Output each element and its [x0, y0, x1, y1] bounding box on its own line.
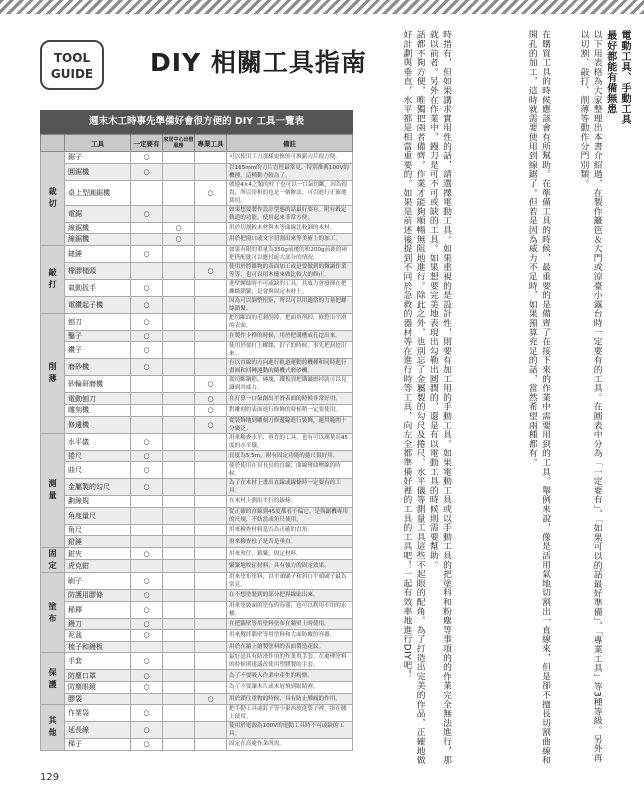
tool-name-cell: 圓鋸機 — [65, 163, 131, 180]
rent-mark-cell — [163, 536, 195, 548]
table-row — [41, 479, 353, 496]
rent-mark-cell: ○ — [163, 234, 195, 246]
must-mark-cell: ○ — [131, 681, 163, 693]
rent-mark-cell — [163, 279, 195, 296]
must-mark-cell — [131, 536, 163, 548]
table-row — [41, 296, 353, 313]
note-cell: 把切斷面的毛刺削掉，把面角削掉，修整出平滑的表面。 — [227, 313, 353, 330]
top-stripe-band — [0, 0, 644, 14]
tool-name-cell: 膠袋 — [65, 693, 131, 705]
rent-mark-cell — [163, 180, 195, 205]
rent-mark-cell — [163, 739, 195, 751]
table-row — [41, 245, 353, 262]
pro-mark-cell — [195, 601, 227, 618]
table-body — [41, 152, 353, 751]
must-mark-cell: ○ — [131, 450, 163, 462]
category-cell — [41, 547, 65, 572]
rent-mark-cell — [163, 670, 195, 682]
category-cell — [41, 313, 65, 433]
note-cell: 固定在高處作業所需。 — [227, 739, 353, 751]
tool-name-cell: 防塵口罩 — [65, 670, 131, 682]
note-cell: 以165mm的刀片直徑最常見。特別推薦100V的機種，這種動力較為了。 — [227, 163, 353, 180]
tool-name-cell: 橡膠槌頭 — [65, 262, 131, 279]
category-cell — [41, 653, 65, 705]
table-row — [41, 404, 353, 416]
table-row — [41, 653, 353, 670]
badge-line-2: GUIDE — [50, 67, 94, 81]
must-mark-cell: ○ — [131, 572, 163, 589]
tool-name-cell: 鎚錘 — [65, 245, 131, 262]
tool-name-cell: 刨刀 — [65, 313, 131, 330]
rent-mark-cell — [163, 296, 195, 313]
table-row — [41, 572, 353, 589]
tool-name-cell: 泥盆 — [65, 630, 131, 642]
table-row — [41, 433, 353, 450]
rent-mark-cell — [163, 152, 195, 164]
category-cell — [41, 572, 65, 652]
tool-name-cell: 捲尺 — [65, 450, 131, 462]
rent-mark-cell — [163, 572, 195, 589]
pro-mark-cell — [195, 433, 227, 450]
note-cell: 如果想要製作設計型態的話最好要有。附有穀定軌道的功能，使用起來非常方便。 — [227, 205, 353, 222]
pro-mark-cell: ○ — [195, 416, 227, 433]
must-mark-cell — [131, 222, 163, 234]
tool-name-cell: 鋸子 — [65, 152, 131, 164]
rent-mark-cell — [163, 330, 195, 342]
table-row — [41, 693, 353, 705]
tool-name-cell: 防塵眼鏡 — [65, 681, 131, 693]
tool-name-cell: 線鋸機 — [65, 222, 131, 234]
tool-name-cell: 電動刨刀 — [65, 393, 131, 405]
pro-mark-cell — [195, 234, 227, 246]
pro-mark-cell — [195, 479, 227, 496]
category-label: 固 定 — [48, 548, 57, 570]
table-caption: 週末木工時事先準備好會很方便的 DIY 工具一覽表 — [40, 110, 353, 134]
must-mark-cell: ○ — [131, 279, 163, 296]
must-mark-cell — [131, 641, 163, 653]
must-mark-cell: ○ — [131, 630, 163, 642]
note-cell: 為了不要讓木片或木屑飛到眼睛裡。 — [227, 681, 353, 693]
table-row — [41, 163, 353, 180]
table-row — [41, 560, 353, 573]
must-mark-cell — [131, 393, 163, 405]
pro-mark-cell: ○ — [195, 376, 227, 393]
article-heading-1: 電動工具、手動工具 — [619, 30, 630, 125]
table-row — [41, 524, 353, 536]
note-cell: 在木材上劃出平行的線條。 — [227, 496, 353, 508]
must-mark-cell: ○ — [131, 670, 163, 682]
article-paragraph-3: 時措有，但如果講求實用性的話，請選擇電動工具。如果重視的是設計性，則要有加工用的手動工具。如果電動工具或以手動工具的把塗料和粉塵等事項的的作業完全無法進行，那就以前者。另外在作業中，鏝刀是可不可或缺的工具。如果想要完美地表現出勾勒出圓潤的，還是有以電動工具的時候則需要幫助。 — [427, 30, 451, 765]
category-label: 保 護 — [48, 667, 57, 689]
tool-guide-badge — [40, 40, 104, 90]
must-mark-cell: ○ — [131, 330, 163, 342]
rent-mark-cell — [163, 560, 195, 573]
pro-mark-cell — [195, 722, 227, 739]
header-must: 一定要有 — [131, 135, 163, 152]
must-mark-cell — [131, 404, 163, 416]
rent-mark-cell — [163, 653, 195, 670]
note-cell: 緊緊地咬住材料，具有強力的固定效果。 — [227, 560, 353, 573]
pro-mark-cell — [195, 618, 227, 630]
pro-mark-cell — [195, 670, 227, 682]
note-cell: 最好是具有防滑作用的作業用手套。在處理塗料的時候則建議改使用塑膠製的手套。 — [227, 653, 353, 670]
note-cell: 把手動工具或釘子等小東西放進袋子裡，掛在腰上使用。 — [227, 705, 353, 722]
pro-mark-cell — [195, 705, 227, 722]
tool-name-cell: 桌上型圓鋸機 — [65, 180, 131, 205]
header-tool: 工具 — [65, 135, 131, 152]
tool-name-cell: 延長線 — [65, 722, 131, 739]
tool-table — [40, 110, 353, 751]
table-row — [41, 507, 353, 524]
note-cell: 從切斷鋼筋，磚塊，鐵板到把鐵鏽磨掉就可以見識到其威力。 — [227, 376, 353, 393]
table-row — [41, 330, 353, 342]
category-cell — [41, 152, 65, 246]
tool-name-cell: 梯子 — [65, 739, 131, 751]
tool-name-cell: 稀釋 — [65, 601, 131, 618]
tool-name-cell: 梳子和鏝板 — [65, 641, 131, 653]
pro-mark-cell — [195, 739, 227, 751]
pro-mark-cell — [195, 296, 227, 313]
must-mark-cell: ○ — [131, 547, 163, 560]
note-cell: 使用於將雜物的表面加工或是要做到的微調作業等等，也可以用木槌來做比較大的修正。 — [227, 262, 353, 279]
must-mark-cell — [131, 560, 163, 573]
must-mark-cell — [131, 496, 163, 508]
must-mark-cell: ○ — [131, 618, 163, 630]
note-cell: 用於在牆上繪製塗料的表面製造花紋。 — [227, 641, 353, 653]
note-cell: 長度為5.5m，附有固定功能的捲尺很好用。 — [227, 450, 353, 462]
note-cell: 在製作卡榫的時候，用於把溝槽或孔挖出來。 — [227, 330, 353, 342]
must-mark-cell: ○ — [131, 589, 163, 601]
table-row — [41, 359, 353, 376]
note-cell: 使用於電源為100V的電動工具時不可或缺的工具。 — [227, 722, 353, 739]
must-mark-cell: ○ — [131, 205, 163, 222]
table-row — [41, 313, 353, 330]
category-label: 裁 切 — [48, 187, 57, 209]
must-mark-cell — [131, 234, 163, 246]
article-col-2 — [455, 30, 551, 770]
table-row — [41, 705, 353, 722]
tool-name-cell: 線鋸機 — [65, 234, 131, 246]
pro-mark-cell: ○ — [195, 262, 227, 279]
category-label: 其 他 — [48, 716, 57, 738]
note-cell: 進壁螺絲時不可或缺的工具，其威力會發揮在把螺絲鎖緊，是會與固定木材上。 — [227, 279, 353, 296]
header-notes: 備註 — [227, 135, 353, 152]
rent-mark-cell — [163, 359, 195, 376]
note-cell: 有以直線的方向進行軌道運動的機種和同時進行畫圓和回轉運動的隨機式磨砂機。 — [227, 359, 353, 376]
must-mark-cell: ○ — [131, 653, 163, 670]
note-cell: 使於使用在具長長的直線，曲線彎曲壓線的時候。 — [227, 462, 353, 479]
table-row — [41, 180, 353, 205]
pro-mark-cell — [195, 547, 227, 560]
tool-name-cell: 手套 — [65, 653, 131, 670]
article-paragraph-1: 以下用表格為大家整理出本書介紹過，在製作籬笆＆大門或涼臺小露台時一定要有的工具。在圓表中分為「一定要有」、「如果可以的話最好準備」、「專業工具」等3種等級。另外再以切割、敲打、削薄等動作分門別類。 — [578, 30, 602, 763]
must-mark-cell: ○ — [131, 313, 163, 330]
pro-mark-cell — [195, 313, 227, 330]
note-cell: 從裝飾地到雕刻刀修邊線進行裝飾，運用範圍十分廣泛。 — [227, 416, 353, 433]
page-number: 129 — [40, 772, 60, 783]
pro-mark-cell — [195, 496, 227, 508]
table-row — [41, 262, 353, 279]
category-cell — [41, 433, 65, 547]
rent-mark-cell — [163, 507, 195, 524]
must-mark-cell: ○ — [131, 296, 163, 313]
note-cell: 用來攪拌牆壁等用塗料和大面防覆的容器。 — [227, 630, 353, 642]
rent-mark-cell — [163, 705, 195, 722]
pro-mark-cell — [195, 536, 227, 548]
tool-name-cell: 曲尺 — [65, 462, 131, 479]
note-cell: 用來檢查水平，垂直的工具。也有可以測量出45度的水平儀。 — [227, 433, 353, 450]
category-label: 測 量 — [48, 479, 57, 501]
rent-mark-cell — [163, 393, 195, 405]
pro-mark-cell — [195, 589, 227, 601]
tool-name-cell: 磨砂機 — [65, 359, 131, 376]
must-mark-cell: ○ — [131, 739, 163, 751]
table-row — [41, 670, 353, 682]
pro-mark-cell — [195, 462, 227, 479]
tool-name-cell: 鑽子 — [65, 342, 131, 359]
category-cell — [41, 705, 65, 751]
table-row — [41, 618, 353, 630]
pro-mark-cell — [195, 681, 227, 693]
must-mark-cell: ○ — [131, 359, 163, 376]
note-cell: 因為可以調整扭矩，所以可以用適當的力量把螺絲鎖緊。 — [227, 296, 353, 313]
must-mark-cell: ○ — [131, 462, 163, 479]
rent-mark-cell — [163, 601, 195, 618]
tool-name-cell: 電鋸 — [65, 205, 131, 222]
must-mark-cell: ○ — [131, 245, 163, 262]
table-row — [41, 681, 353, 693]
tool-name-cell: 鏝刀 — [65, 618, 131, 630]
rent-mark-cell — [163, 462, 195, 479]
rent-mark-cell — [163, 313, 195, 330]
note-cell: 為了在木材上畫出直線或線條時一定要有的工具。 — [227, 479, 353, 496]
note-cell: 用來檢查柱子是否是垂直。 — [227, 536, 353, 548]
pro-mark-cell — [195, 524, 227, 536]
rent-mark-cell — [163, 681, 195, 693]
pro-mark-cell — [195, 279, 227, 296]
note-cell: 就連4×4之類的柱子也可以一口氣切斷，因為很貴，所以用租的也是一個辦法，可以進行正確地裁切。 — [227, 180, 353, 205]
header-rent: 家居中心出借服務 — [163, 135, 195, 152]
rent-mark-cell — [163, 524, 195, 536]
tool-name-cell: 金屬製的勾尺 — [65, 479, 131, 496]
table-row — [41, 342, 353, 359]
table-row — [41, 279, 353, 296]
rent-mark-cell — [163, 693, 195, 705]
note-cell: 用於切割較木材與木等曲線比較細的木材。 — [227, 222, 353, 234]
tool-name-cell: 砂輪研磨機 — [65, 376, 131, 393]
note-cell: 在打算一口氣創出平滑表面的時候非常好用。 — [227, 393, 353, 405]
article-heading-2: 最好都能有備無患 — [604, 30, 616, 114]
pro-mark-cell — [195, 152, 227, 164]
note-cell: 從正確的直線到45度都看不偏它。是與鋸機專用的尺規，不妨當成角尺使用。 — [227, 507, 353, 524]
rent-mark-cell — [163, 630, 195, 642]
note-cell: 為了不要吸入作業中產生的粉塵。 — [227, 670, 353, 682]
article-paragraph-4: 話都不夠方便，唯獨把兩者備齊，作業才能夠順暢無阻地進行。除此之外，也別忘了金屬製的勾尺及捲尺、水平儀等測量工具這些不起眼的配角。為了打造出完美的作品，正確地做好計劃與垂直，水平都是相當重要的。如果是前述後提到不同於急救的器材等在進行時等工具，向左全都準備好裡的工具的工具吧！一起有效率地進行DIY吧！ — [401, 30, 425, 765]
category-cell — [41, 245, 65, 313]
table-row — [41, 462, 353, 479]
tool-name-cell: 作業袋 — [65, 705, 131, 722]
must-mark-cell: ○ — [131, 163, 163, 180]
pro-mark-cell — [195, 630, 227, 642]
table-row — [41, 722, 353, 739]
tool-name-cell: 劃線規 — [65, 496, 131, 508]
note-cell: 用來塗裝面的塗布的容器，也可以利用不用的水桶。 — [227, 601, 353, 618]
pro-mark-cell — [195, 653, 227, 670]
rent-mark-cell — [163, 376, 195, 393]
must-mark-cell: ○ — [131, 479, 163, 496]
must-mark-cell — [131, 524, 163, 536]
table-row — [41, 152, 353, 164]
must-mark-cell: ○ — [131, 152, 163, 164]
pro-mark-cell: ○ — [195, 693, 227, 705]
tool-name-cell: 防護用膠條 — [65, 589, 131, 601]
tool-name-cell: 氣動扳手 — [65, 279, 131, 296]
pro-mark-cell: ○ — [195, 404, 227, 416]
tool-name-cell: 電鑽起子機 — [65, 296, 131, 313]
rent-mark-cell — [163, 404, 195, 416]
rent-mark-cell — [163, 416, 195, 433]
article-col-1 — [555, 30, 631, 770]
pro-mark-cell — [195, 163, 227, 180]
rent-mark-cell — [163, 163, 195, 180]
page-title: DIY 相關工具指南 — [150, 48, 367, 77]
pro-mark-cell — [195, 572, 227, 589]
table-row — [41, 376, 353, 393]
must-mark-cell — [131, 507, 163, 524]
must-mark-cell — [131, 262, 163, 279]
rent-mark-cell — [163, 205, 195, 222]
note-cell: 使用於要打上螺絲，釘子的時候，事先把洞挖出來。 — [227, 342, 353, 359]
rent-mark-cell — [163, 722, 195, 739]
tool-name-cell: 鉗夾 — [65, 547, 131, 560]
table-row — [41, 589, 353, 601]
tool-name-cell: 角尺 — [65, 524, 131, 536]
table-row — [41, 205, 353, 222]
article-col-3 — [360, 30, 452, 770]
note-cell: 用來檢查材料是否為正確的直角。 — [227, 524, 353, 536]
must-mark-cell — [131, 693, 163, 705]
note-cell: 在把牆壁等用塗料塗布在牆壁上時使用。 — [227, 618, 353, 630]
rent-mark-cell — [163, 496, 195, 508]
pro-mark-cell — [195, 507, 227, 524]
note-cell: 在不想塗裝到的部分把界線貼出來。 — [227, 589, 353, 601]
rent-mark-cell — [163, 450, 195, 462]
note-cell: 用來夾住，鎖緊，固定材料。 — [227, 547, 353, 560]
table-row — [41, 234, 353, 246]
pro-mark-cell: ○ — [195, 180, 227, 205]
badge-line-1: TOOL — [53, 51, 91, 65]
note-cell: 用來塗布塗料，以平頭刷子和斜口平頭刷子最為常見。 — [227, 572, 353, 589]
must-mark-cell: ○ — [131, 705, 163, 722]
pro-mark-cell — [195, 205, 227, 222]
note-cell: 對雕刻的表面進行修飾的時候稍一定要使用。 — [227, 404, 353, 416]
rent-mark-cell — [163, 618, 195, 630]
pro-mark-cell — [195, 450, 227, 462]
table-row — [41, 450, 353, 462]
table-row — [41, 601, 353, 618]
must-mark-cell: ○ — [131, 342, 163, 359]
category-label: 塗 布 — [48, 601, 57, 623]
rent-mark-cell — [163, 245, 195, 262]
rent-mark-cell — [163, 547, 195, 560]
note-cell: 可以使用工刀那樣更換的可換鋸刃片很方便。 — [227, 152, 353, 164]
pro-mark-cell — [195, 560, 227, 573]
tool-name-cell: 鉛錘 — [65, 536, 131, 548]
table-row — [41, 630, 353, 642]
must-mark-cell: ○ — [131, 433, 163, 450]
must-mark-cell: ○ — [131, 722, 163, 739]
rent-mark-cell — [163, 342, 195, 359]
note-cell: 如果有限的重量為350g前後的和200g前後的兩把搭配就可以應付絕大部分的情況。 — [227, 245, 353, 262]
tool-name-cell: 鑿子 — [65, 330, 131, 342]
article-paragraph-2: 在購買工具的時候應該會有所幫助。在準備工具的時候，最重要的是備齊了在接下來的作業中需要用到的工具。舉例來說，像是活用氣地切割出一直線來，但是卻不擅長切割曲線和開孔的加工，這時就需要使用到線鋸了。但若是因為威力不足時，如果預算充足的話，當然希望兩種都有。 — [526, 30, 550, 765]
table-row — [41, 641, 353, 653]
header-category — [41, 135, 65, 152]
tool-name-cell: 雕刻機 — [65, 404, 131, 416]
rent-mark-cell — [163, 479, 195, 496]
must-mark-cell — [131, 180, 163, 205]
table-row — [41, 416, 353, 433]
pro-mark-cell — [195, 359, 227, 376]
table-row — [41, 496, 353, 508]
table-row — [41, 393, 353, 405]
rent-mark-cell — [163, 262, 195, 279]
pro-mark-cell: ○ — [195, 393, 227, 405]
must-mark-cell: ○ — [131, 601, 163, 618]
tool-name-cell: 刷子 — [65, 572, 131, 589]
table-header-row — [41, 135, 353, 152]
table-row — [41, 536, 353, 548]
note-cell: 用於把窗口或文字切割出來等美術上的加工。 — [227, 234, 353, 246]
rent-mark-cell: ○ — [163, 222, 195, 234]
pro-mark-cell — [195, 641, 227, 653]
rent-mark-cell — [163, 641, 195, 653]
header-pro: 專業工具 — [195, 135, 227, 152]
table-row — [41, 739, 353, 751]
tool-name-cell: 修邊機 — [65, 416, 131, 433]
rent-mark-cell — [163, 433, 195, 450]
must-mark-cell — [131, 416, 163, 433]
pro-mark-cell — [195, 245, 227, 262]
table-row — [41, 547, 353, 560]
category-label: 敲 打 — [48, 268, 57, 290]
tool-name-cell: 水平儀 — [65, 433, 131, 450]
category-label: 削 薄 — [48, 362, 57, 384]
pro-mark-cell — [195, 330, 227, 342]
tool-name-cell: 虎克鉗 — [65, 560, 131, 573]
note-cell: 用於鎖住重物的時候，具有防止腫痛的作用。 — [227, 693, 353, 705]
must-mark-cell — [131, 376, 163, 393]
pro-mark-cell — [195, 222, 227, 234]
tool-name-cell: 角度量尺 — [65, 507, 131, 524]
pro-mark-cell — [195, 342, 227, 359]
table-row — [41, 222, 353, 234]
rent-mark-cell — [163, 589, 195, 601]
